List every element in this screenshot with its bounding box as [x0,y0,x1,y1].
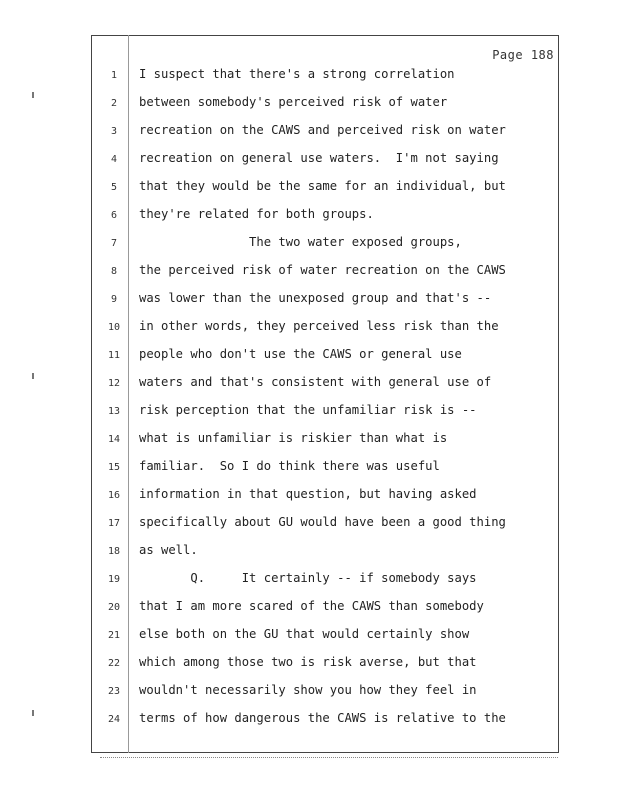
line-text: information in that question, but having asked [139,487,477,501]
line-number: 8 [110,266,118,277]
line-text: between somebody's perceived risk of water [139,95,448,109]
line-text: people who don't use the CAWS or general use [139,347,462,361]
transcript-line [100,568,555,588]
line-number: 11 [107,350,121,361]
line-text: wouldn't necessarily show you how they feel in [139,683,477,697]
transcript-line [100,176,555,196]
transcript-line [100,680,555,700]
line-text: that they would be the same for an individual, but [139,179,506,193]
transcript-line [100,540,555,560]
line-text: in other words, they perceived less risk than the [139,319,499,333]
scan-mark [32,92,34,98]
line-text: terms of how dangerous the CAWS is relative to the [139,711,506,725]
line-text: what is unfamiliar is riskier than what is [139,431,448,445]
page-number-label: Page 188 [492,48,554,62]
scan-mark [32,710,34,716]
footer-rule [100,757,558,758]
line-number: 13 [107,406,121,417]
line-text: as well. [139,543,198,557]
line-number: 19 [107,574,121,585]
line-text: waters and that's consistent with general use of [139,375,492,389]
line-number: 22 [107,658,121,669]
transcript-line [100,652,555,672]
transcript-line [100,120,555,140]
line-number: 12 [107,378,121,389]
line-number: 21 [107,630,121,641]
line-number: 9 [110,294,118,305]
transcript-line [100,288,555,308]
transcript-line [100,372,555,392]
line-number: 15 [107,462,121,473]
line-text: which among those two is risk averse, but that [139,655,477,669]
line-text: specifically about GU would have been a good thing [139,515,506,529]
line-text: I suspect that there's a strong correlation [139,67,455,81]
transcript-line [100,708,555,728]
transcript-line [100,204,555,224]
line-text: Q. It certainly -- if somebody says [139,571,477,585]
scan-mark [32,373,34,379]
transcript-page-border [91,35,559,753]
line-number: 7 [110,238,118,249]
line-text: recreation on the CAWS and perceived risk on water [139,123,506,137]
transcript-line [100,260,555,280]
line-number: 16 [107,490,121,501]
line-number: 2 [110,98,118,109]
transcript-line [100,64,555,84]
transcript-line [100,92,555,112]
transcript-line [100,428,555,448]
transcript-line [100,596,555,616]
line-number: 3 [110,126,118,137]
transcript-line [100,232,555,252]
line-number-margin-rule [128,35,129,753]
line-number: 17 [107,518,121,529]
transcript-line [100,344,555,364]
line-number: 20 [107,602,121,613]
line-text: familiar. So I do think there was useful [139,459,440,473]
line-number: 23 [107,686,121,697]
line-text: recreation on general use waters. I'm not saying [139,151,499,165]
line-number: 24 [107,714,121,725]
line-number: 4 [110,154,118,165]
transcript-line [100,512,555,532]
transcript-line [100,624,555,644]
line-number: 5 [110,182,118,193]
transcript-line [100,456,555,476]
transcript-line [100,484,555,504]
line-text: else both on the GU that would certainly show [139,627,470,641]
line-text: they're related for both groups. [139,207,374,221]
transcript-line [100,400,555,420]
line-text: The two water exposed groups, [139,235,462,249]
transcript-line [100,316,555,336]
line-number: 6 [110,210,118,221]
line-text: risk perception that the unfamiliar risk is -- [139,403,477,417]
line-text: was lower than the unexposed group and that's -- [139,291,492,305]
line-number: 1 [110,70,118,81]
line-text: the perceived risk of water recreation on the CAWS [139,263,506,277]
transcript-line [100,148,555,168]
line-number: 14 [107,434,121,445]
line-text: that I am more scared of the CAWS than somebody [139,599,484,613]
line-number: 10 [107,322,121,333]
line-number: 18 [107,546,121,557]
